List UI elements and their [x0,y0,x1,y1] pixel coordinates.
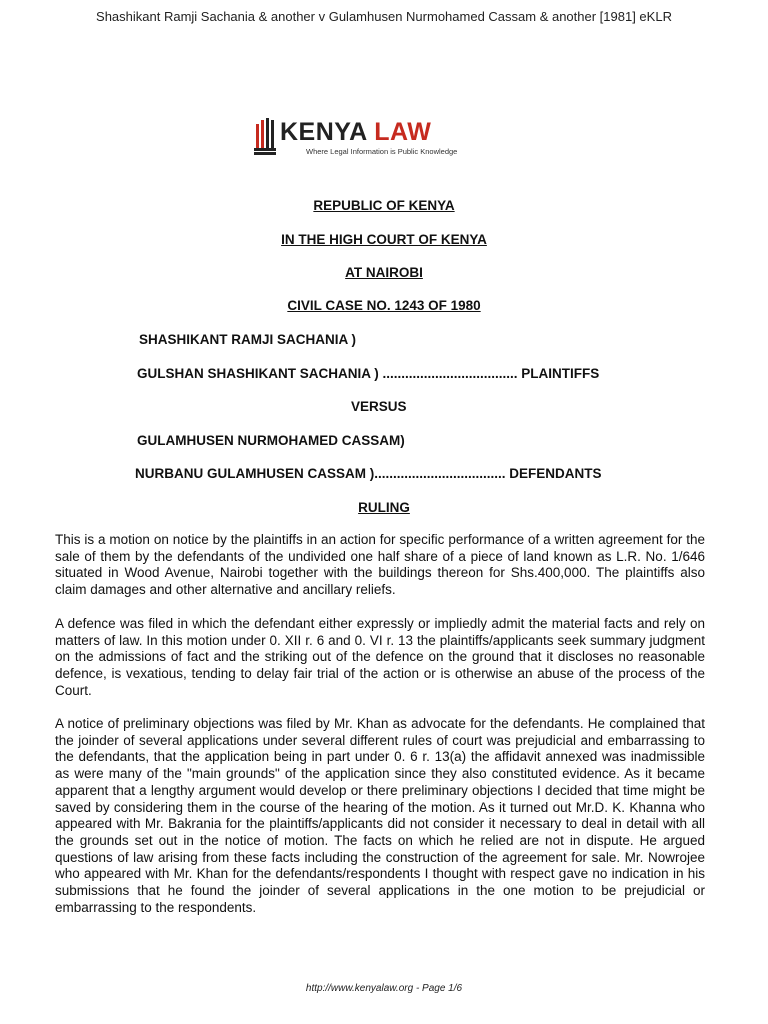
heading-case-number: CIVIL CASE NO. 1243 OF 1980 [287,298,481,313]
plaintiff-two: GULSHAN SHASHIKANT SACHANIA ) .................................... PLAINTIFFS [137,366,600,381]
pillars-icon [254,116,280,156]
heading-location: AT NAIROBI [345,265,423,280]
paragraph: A notice of preliminary objections was filed by Mr. Khan as advocate for the defendants. He complained that the joinder of several applications under several different rules of court was prejudicial and embarrassing to the defendants, that the application being in part under 0. 6 r. 13(a) the affidavit annexed was inadmissible as were many of the "main grounds" of the application since they also constituted evidence. As it became apparent that a lengthy argument would develop or there preliminary objections I decided that time might be saved by considering them in the course of the hearing of the motion. As it turned out Mr.D. K. Khanna who appeared with Mr. Bakrania for the plaintiffs/applicants did not consider it necessary to deal in detail with all the grounds set out in the notice of motion. The facts on which he relied are not in dispute. He argued questions of law arising from these facts including the construction of the agreement for sale. Mr. Nowrojee who appeared with Mr. Khan for the defendants/respondents I thought with respect gave no indication in his submissions that he found the joinder of several applications in the one motion to be prejudicial or embarrassing to the respondents. [55,716,705,915]
kenya-law-logo [254,116,464,158]
defendant-two: NURBANU GULAMHUSEN CASSAM )................................... DEFENDANTS [135,466,602,481]
logo-word-law: LAW [374,118,432,146]
versus-label: VERSUS [351,399,407,414]
logo-word-kenya: KENYA [280,118,367,146]
heading-republic: REPUBLIC OF KENYA [313,198,455,213]
plaintiff-one: SHASHIKANT RAMJI SACHANIA ) [139,332,357,347]
ruling-title: RULING [358,500,410,515]
document-citation-header: Shashikant Ramji Sachania & another v Gulamhusen Nurmohamed Cassam & another [1981] eKLR [96,9,672,24]
page-footer: http://www.kenyalaw.org - Page 1/6 [305,983,463,994]
logo-wordmark [280,118,431,147]
logo-tagline: Where Legal Information is Public Knowledge [306,147,458,156]
paragraph: A defence was filed in which the defendant either expressly or impliedly admit the material facts and rely on matters of law. In this motion under 0. XII r. 6 and 0. VI r. 13 the plaintiffs/applicants seek summary judgment on the admissions of fact and the striking out of the defence on the ground that it discloses no reasonable defence, is vexatious, tending to delay fair trial of the action or is otherwise an abuse of the process of the Court. [55,616,705,698]
paragraph: This is a motion on notice by the plaintiffs in an action for specific performance of a written agreement for the sale of them by the defendants of the undivided one half share of a piece of land known as L.R. No. 1/646 situated in Wood Avenue, Nairobi together with the buildings thereon for Shs.400,000. The plaintiffs also claim damages and other alternative and ancillary reliefs. [55,532,705,598]
heading-court: IN THE HIGH COURT OF KENYA [281,232,487,247]
defendant-one: GULAMHUSEN NURMOHAMED CASSAM) [137,433,405,448]
